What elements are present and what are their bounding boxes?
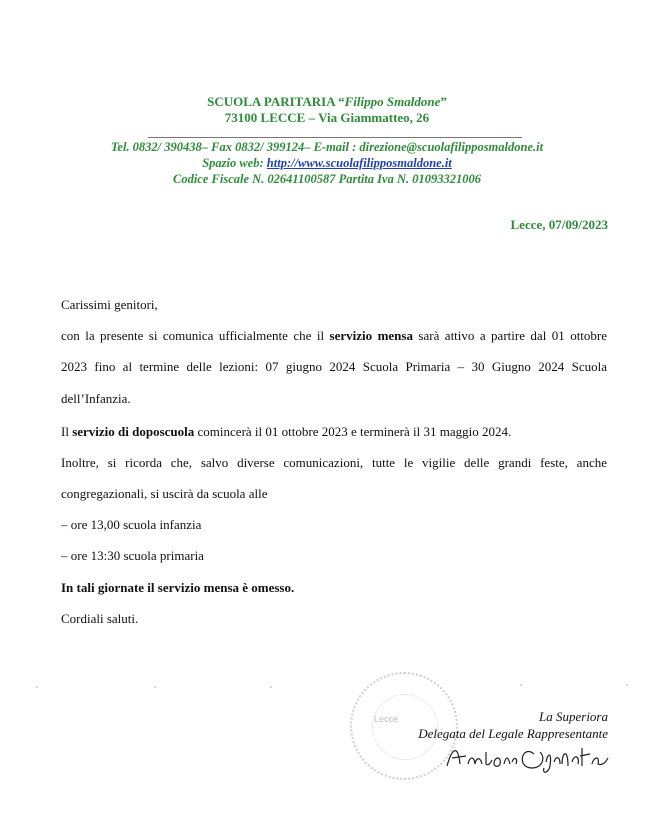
handwritten-signature: [442, 738, 612, 778]
list-item-infanzia: – ore 13,00 scuola infanzia: [61, 517, 202, 532]
signer-role: Delegata del Legale Rappresentante: [418, 726, 608, 741]
paragraph-doposcuola: Il servizio di doposcuola comincerà il 01 ottobre 2023 e terminerà il 31 maggio 2024.: [61, 424, 512, 439]
paragraph-vigilie-line1: Inoltre, si ricorda che, salvo diverse comunicazioni, tutte le vigilie delle grandi feste, anche: [61, 455, 607, 470]
contact-website: Spazio web: http://www.scuolafilipposmaldone.it: [202, 156, 452, 170]
paragraph-vigilie-line2: congregazionali, si uscirà da scuola alle: [61, 486, 268, 501]
scan-speck: [36, 686, 38, 688]
school-address: 73100 LECCE – Via Giammatteo, 26: [224, 110, 430, 125]
scan-speck: [154, 686, 156, 688]
paragraph-mensa-line2: 2023 fino al termine delle lezioni: 07 giugno 2024 Scuola Primaria – 30 Giugno 2024 Scuola: [61, 359, 607, 374]
notice-mensa-omitted: In tali giornate il servizio mensa è omesso.: [61, 580, 295, 595]
stamp-text: Lecce: [374, 714, 399, 724]
contact-phone-email: Tel. 0832/ 390438– Fax 0832/ 399124– E-mail : direzione@scuolafilipposmaldone.it: [110, 140, 544, 154]
school-name: SCUOLA PARITARIA “Filippo Smaldone”: [207, 94, 447, 109]
signer-title: La Superiora: [539, 709, 608, 724]
list-item-primaria: – ore 13:30 scuola primaria: [61, 548, 204, 563]
greeting: Carissimi genitori,: [61, 297, 158, 312]
paragraph-mensa-line3: dell’Infanzia.: [61, 391, 131, 406]
header-divider: [148, 137, 522, 138]
letter-date: Lecce, 07/09/2023: [510, 217, 608, 232]
scan-speck: [626, 684, 628, 686]
closing: Cordiali saluti.: [61, 611, 139, 626]
paragraph-mensa-line1: con la presente si comunica ufficialmente che il servizio mensa sarà attivo a partire dal 01 ottobre: [61, 328, 608, 343]
scan-speck: [520, 684, 522, 686]
contact-tax-codes: Codice Fiscale N. 02641100587 Partita Iva N. 01093321006: [173, 172, 481, 186]
scan-speck: [270, 686, 272, 688]
website-link[interactable]: http://www.scuolafilipposmaldone.it: [266, 156, 452, 170]
